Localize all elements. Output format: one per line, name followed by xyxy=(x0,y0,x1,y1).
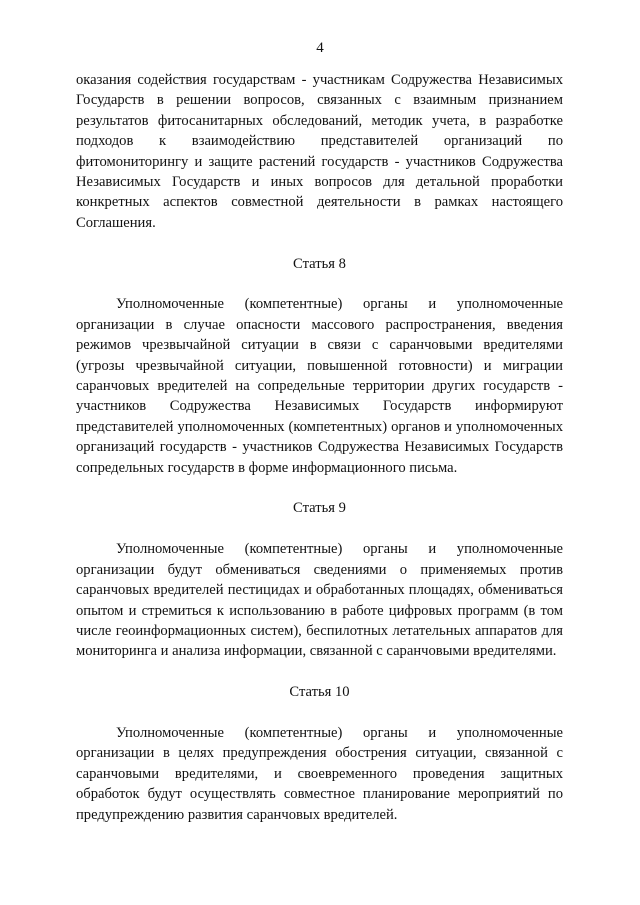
article-8-heading: Статья 8 xyxy=(293,255,346,272)
article-9-heading: Статья 9 xyxy=(293,500,346,517)
article-9-text: Уполномоченные (компетентные) органы и уполномоченные организации будут обмениваться сведениями о применяемых против саранчовых вредителей пестицидах и обработанных площадях, обмениваться опытом и стремиться к использованию в работе цифровых программ (в том числе геоинформационных систем), беспилотных летательных аппаратов для мониторинга и анализа информации, связанной с саранчовыми вредителями. xyxy=(76,541,563,660)
spacer xyxy=(76,274,563,294)
spacer xyxy=(76,703,563,723)
spacer xyxy=(76,478,563,498)
article-10-text: Уполномоченные (компетентные) органы и уполномоченные организации в целях предупреждения обострения ситуации, связанной с саранчовыми вредителями, и своевременного проведения защитных обработок будут осуществлять совместное планирование мероприятий по предупреждению развития саранчовых вредителей. xyxy=(76,724,563,823)
article-10-heading: Статья 10 xyxy=(289,684,350,701)
spacer xyxy=(76,662,563,682)
document-body xyxy=(76,70,563,825)
page-number: 4 xyxy=(316,40,324,56)
spacer xyxy=(76,233,563,253)
intro-paragraph: оказания содействия государствам - участникам Содружества Независимых Государств в решении вопросов, связанных с взаимным признанием результатов фитосанитарных обследований, методик учета, в разработке подходов к взаимодействию представителей организаций по фитомониторингу и защите растений государств - участников Содружества Независимых Государств и иных вопросов для детальной проработки конкретных аспектов совместной деятельности в рамках настоящего Соглашения. xyxy=(76,72,563,231)
spacer xyxy=(76,519,563,539)
article-8-text: Уполномоченные (компетентные) органы и уполномоченные организации в случае опасности массового распространения, введения режимов чрезвычайной ситуации в связи с саранчовыми вредителями (угрозы чрезвычайной ситуации, повышенной готовности) и миграции саранчовых вредителей на сопредельные территории других государств - участников Содружества Независимых Государств информируют представителей уполномоченных (компетентных) органов и уполномоченных организаций государств - участников Содружества Независимых Государств сопредельных государств в форме информационного письма. xyxy=(76,296,563,476)
